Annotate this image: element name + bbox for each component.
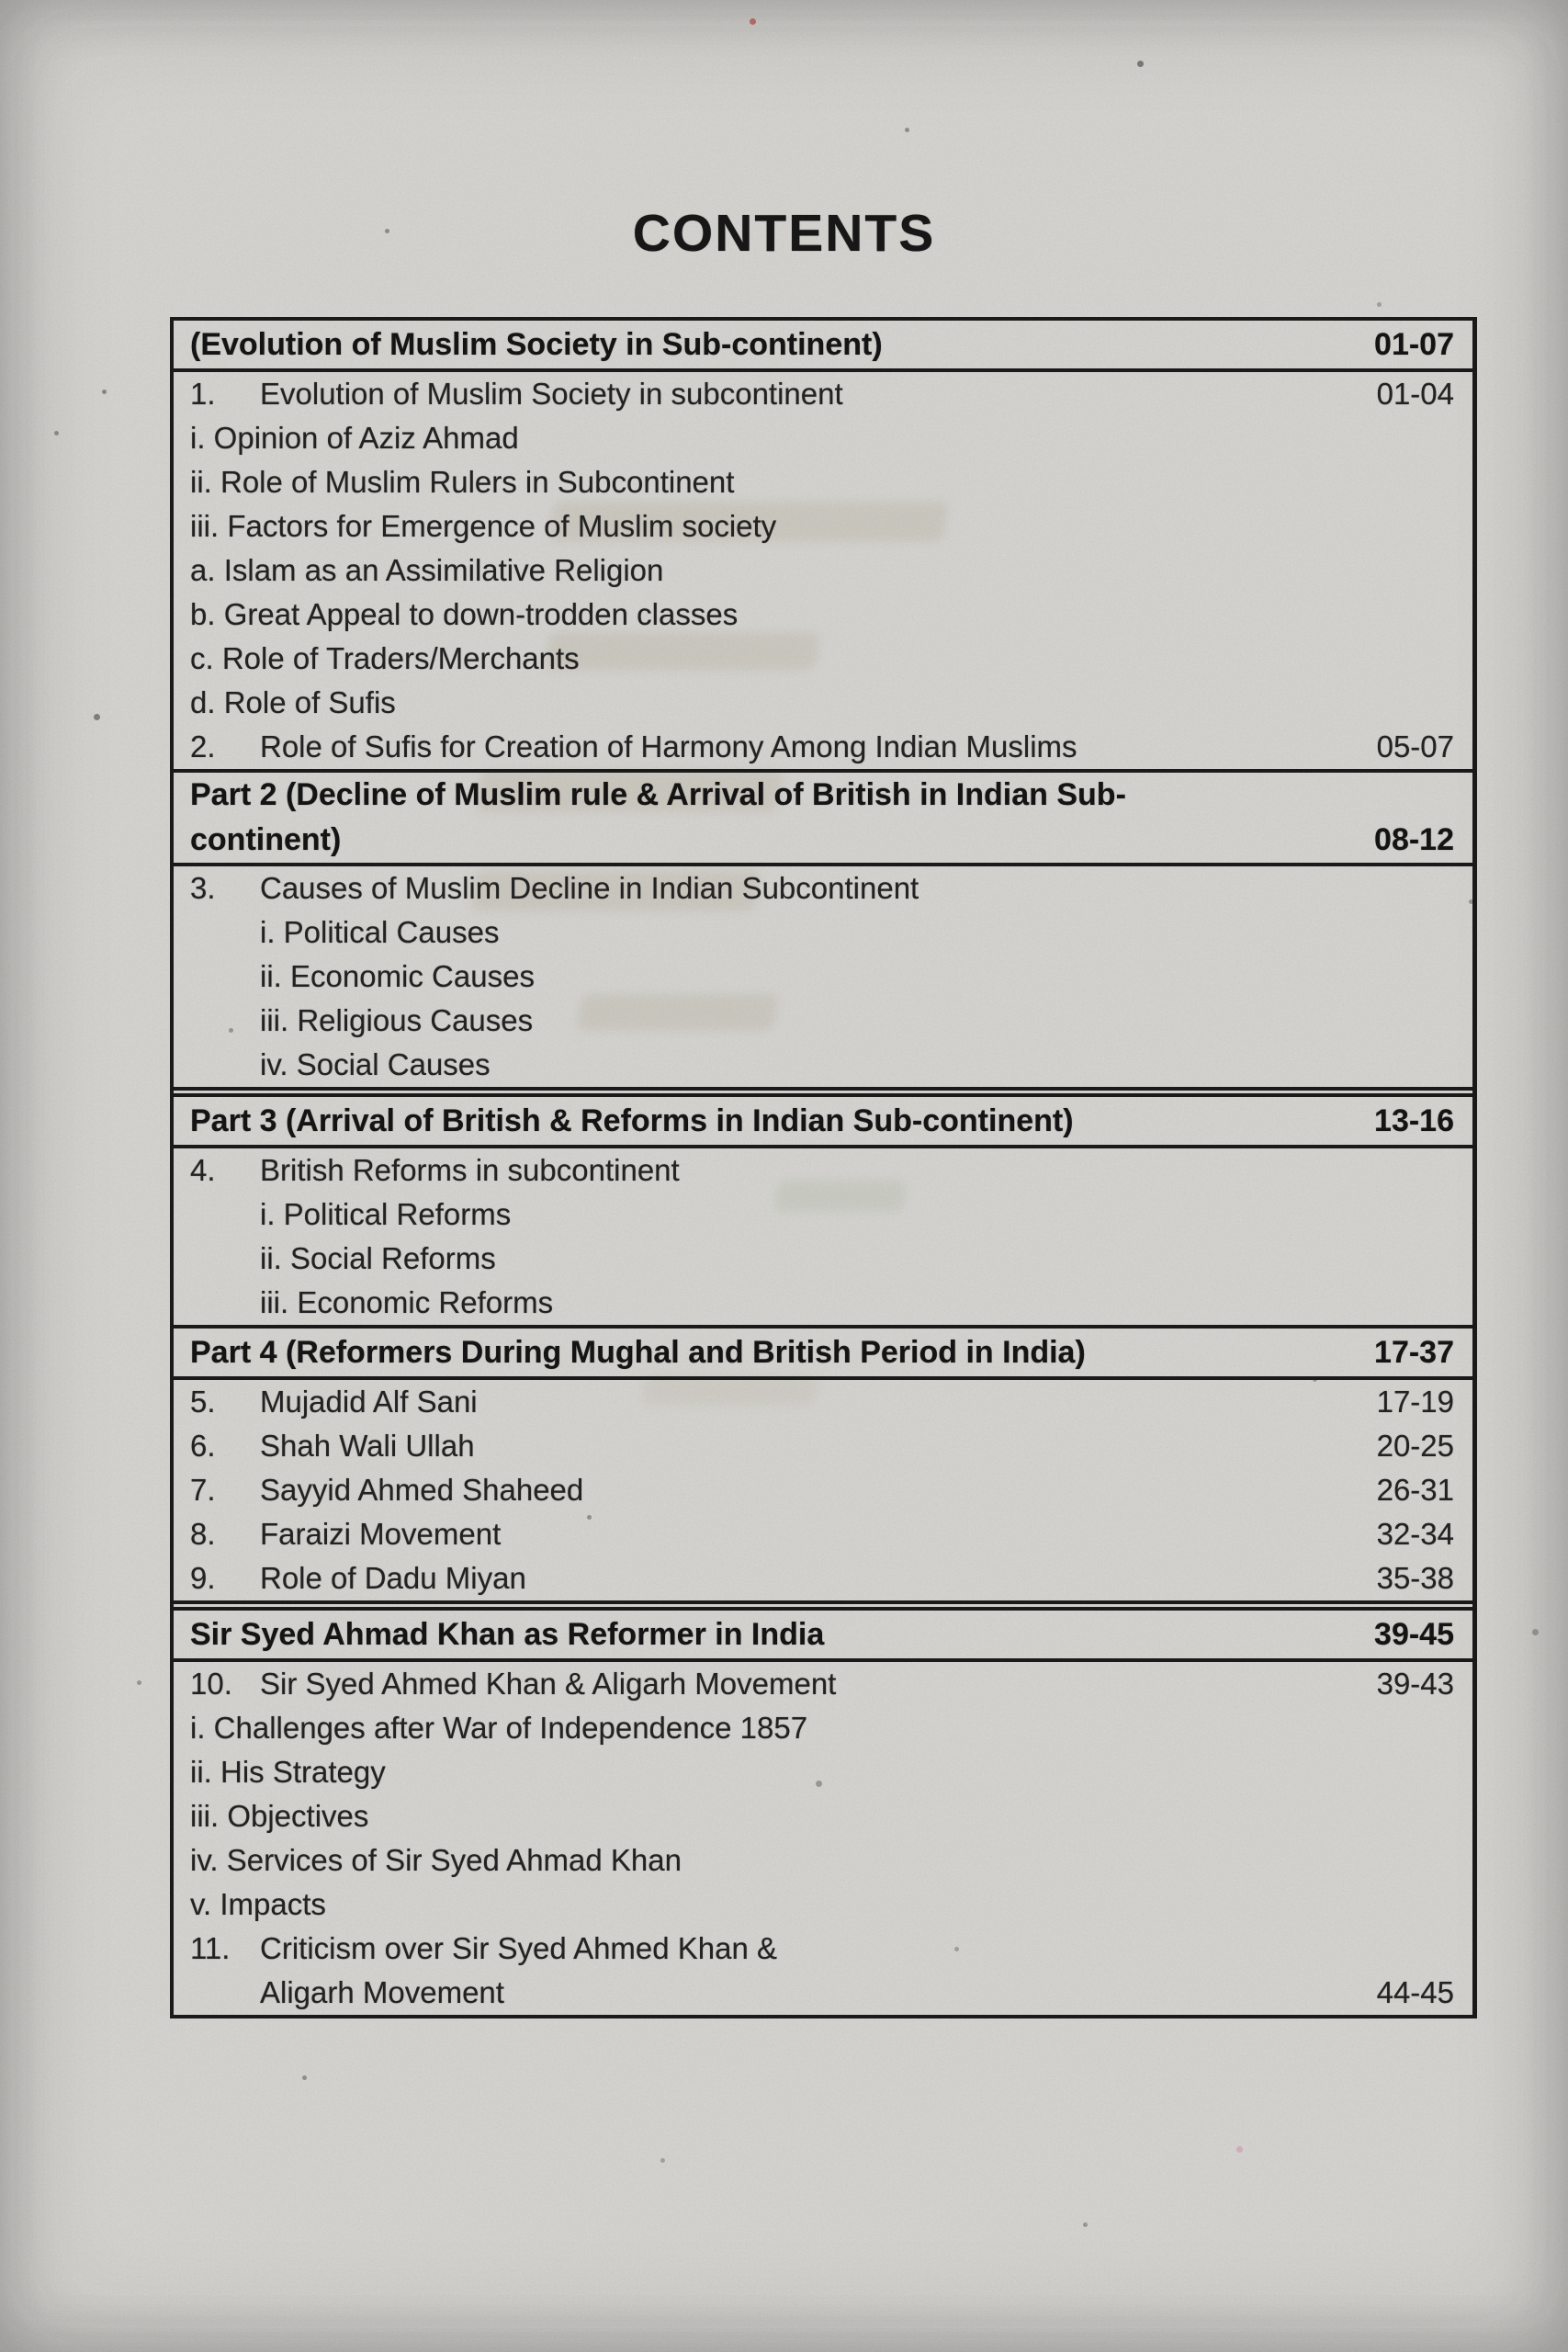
item-title: b. Great Appeal to down-trodden classes (190, 597, 739, 631)
toc-item-row (174, 1662, 1472, 1706)
section-pages: 13-16 (1374, 1102, 1454, 1138)
section-title: Part 4 (Reformers During Mughal and British Period in India) (190, 1334, 1086, 1370)
item-title: Criticism over Sir Syed Ahmed Khan & (260, 1931, 778, 1965)
toc-item-row (174, 1193, 1472, 1237)
item-pages: 05-07 (1376, 729, 1454, 763)
toc-item-row (174, 1043, 1472, 1087)
toc-item-row (174, 1556, 1472, 1600)
item-number: 8. (190, 1517, 216, 1551)
toc-item-row (174, 548, 1472, 593)
toc-section-row (174, 769, 1472, 866)
page-title: CONTENTS (632, 204, 936, 263)
toc-item-row (174, 372, 1472, 416)
item-title: Role of Dadu Miyan (260, 1561, 526, 1595)
toc-item-row (174, 999, 1472, 1043)
section-title: (Evolution of Muslim Society in Sub-continent) (190, 326, 883, 362)
item-number: 7. (190, 1473, 216, 1507)
toc-section-row (174, 1325, 1472, 1380)
item-title: Role of Sufis for Creation of Harmony Among Indian Muslims (260, 729, 1077, 763)
toc-item-row (174, 416, 1472, 460)
item-title: Mujadid Alf Sani (260, 1385, 478, 1419)
section-title: Sir Syed Ahmad Khan as Reformer in India (190, 1616, 825, 1652)
toc-item-row (174, 1971, 1472, 2015)
toc-item-row (174, 1750, 1472, 1794)
toc-section-row (174, 1087, 1472, 1148)
item-title: Faraizi Movement (260, 1517, 502, 1551)
toc-item-row (174, 955, 1472, 999)
item-title: Shah Wali Ullah (260, 1429, 475, 1463)
toc-item-row (174, 1706, 1472, 1750)
toc-item-row (174, 1281, 1472, 1325)
toc-item-row (174, 725, 1472, 769)
item-title: iii. Economic Reforms (260, 1285, 554, 1319)
item-pages: 17-19 (1376, 1385, 1454, 1419)
item-title: iii. Objectives (190, 1799, 369, 1833)
toc-item-row (174, 866, 1472, 910)
section-pages: 39-45 (1374, 1616, 1454, 1652)
toc-item-row (174, 1148, 1472, 1193)
item-title: Aligarh Movement (260, 1975, 504, 2009)
item-title: Sir Syed Ahmed Khan & Aligarh Movement (260, 1667, 837, 1701)
toc-item-row (174, 460, 1472, 504)
item-title: i. Opinion of Aziz Ahmad (190, 421, 519, 455)
item-title: British Reforms in subcontinent (260, 1153, 680, 1187)
item-number: 5. (190, 1385, 216, 1419)
toc-item-row (174, 1424, 1472, 1468)
item-title: iii. Religious Causes (260, 1003, 534, 1037)
item-number: 6. (190, 1429, 216, 1463)
toc-item-row (174, 1883, 1472, 1927)
item-title: a. Islam as an Assimilative Religion (190, 553, 664, 587)
item-title: iv. Social Causes (260, 1047, 491, 1081)
item-title: d. Role of Sufis (190, 685, 396, 719)
toc-item-row (174, 1838, 1472, 1883)
section-title-line1 (174, 773, 1472, 818)
toc-item-row (174, 910, 1472, 955)
toc-item-row (174, 1794, 1472, 1838)
item-number: 1. (190, 377, 216, 411)
item-title: i. Political Reforms (260, 1197, 512, 1231)
item-title: Evolution of Muslim Society in subcontinent (260, 377, 843, 411)
toc-item-row (174, 1237, 1472, 1281)
item-title: iii. Factors for Emergence of Muslim society (190, 509, 777, 543)
section-title: continent) (190, 822, 342, 857)
item-title: i. Political Causes (260, 915, 500, 949)
toc-item-row (174, 593, 1472, 637)
item-number: 4. (190, 1153, 216, 1187)
item-title: ii. His Strategy (190, 1755, 386, 1789)
item-title: i. Challenges after War of Independence 1857 (190, 1711, 808, 1745)
item-pages: 26-31 (1376, 1473, 1454, 1507)
item-pages: 20-25 (1376, 1429, 1454, 1463)
section-pages: 08-12 (1374, 822, 1454, 857)
item-title: Sayyid Ahmed Shaheed (260, 1473, 584, 1507)
item-pages: 44-45 (1376, 1975, 1454, 2009)
item-number: 10. (190, 1667, 232, 1701)
scan-speckles (0, 0, 3, 3)
item-title: ii. Economic Causes (260, 959, 535, 993)
item-title: v. Impacts (190, 1887, 326, 1921)
toc-item-row (174, 637, 1472, 681)
item-pages: 39-43 (1376, 1667, 1454, 1701)
contents-table (170, 317, 1477, 2018)
item-title: ii. Role of Muslim Rulers in Subcontinent (190, 465, 735, 499)
item-pages: 35-38 (1376, 1561, 1454, 1595)
toc-item-row (174, 1512, 1472, 1556)
toc-item-row (174, 1927, 1472, 1971)
section-pages: 01-07 (1374, 326, 1454, 362)
section-title: Part 3 (Arrival of British & Reforms in Indian Sub-continent) (190, 1102, 1074, 1138)
item-number: 3. (190, 871, 216, 905)
toc-item-row (174, 681, 1472, 725)
section-title-line2 (174, 818, 1472, 863)
item-number: 2. (190, 729, 216, 763)
section-title: Part 2 (Decline of Muslim rule & Arrival of British in Indian Sub- (190, 777, 1126, 812)
item-pages: 32-34 (1376, 1517, 1454, 1551)
toc-section-row (174, 321, 1472, 372)
toc-item-row (174, 504, 1472, 548)
item-number: 11. (190, 1931, 231, 1965)
item-title: Causes of Muslim Decline in Indian Subcontinent (260, 871, 919, 905)
item-number: 9. (190, 1561, 216, 1595)
toc-item-row (174, 1380, 1472, 1424)
item-title: ii. Social Reforms (260, 1241, 496, 1275)
item-title: iv. Services of Sir Syed Ahmad Khan (190, 1843, 682, 1877)
section-pages: 17-37 (1374, 1334, 1454, 1370)
toc-item-row (174, 1468, 1472, 1512)
item-title: c. Role of Traders/Merchants (190, 641, 580, 675)
item-pages: 01-04 (1376, 377, 1454, 411)
toc-section-row (174, 1600, 1472, 1662)
